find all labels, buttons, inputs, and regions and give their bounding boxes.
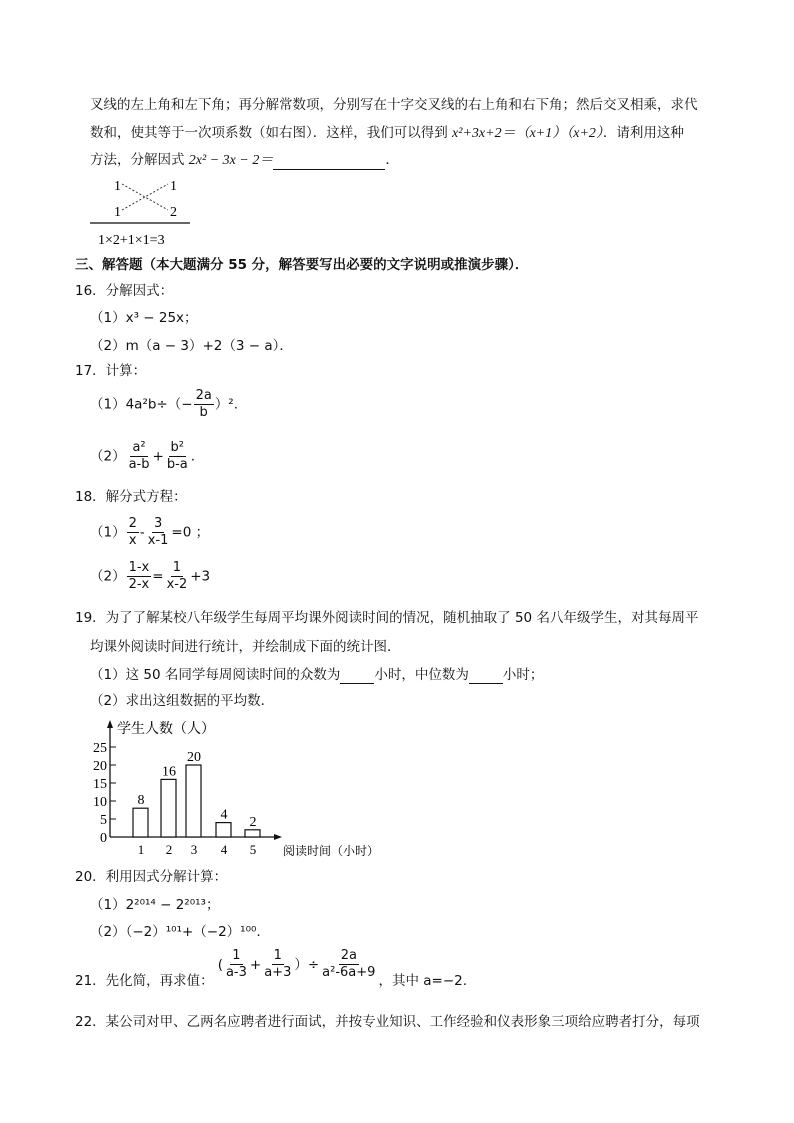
operator: + <box>249 956 262 973</box>
y-tick-label: 10 <box>93 795 107 810</box>
bar-value-label: 16 <box>162 764 176 780</box>
denominator: b-a <box>166 457 188 472</box>
text: +3 <box>190 568 211 585</box>
cross-tl: 1 <box>114 179 121 194</box>
q22-line1: 22．某公司对甲、乙两名应聘者进行面试，并按专业知识、工作经验和仪表形象三项给应聘者打分，每项 <box>75 1014 700 1030</box>
fraction <box>224 948 249 981</box>
mode-blank[interactable] <box>340 669 374 684</box>
fraction <box>194 388 214 421</box>
text: 数和，使其等于一次项系数（如右图）．这样，我们可以得到 <box>90 125 453 141</box>
q19-line1: 19．为了了解某校八年级学生每周平均课外阅读时间的情况，随机抽取了 50 名八年级学生，对其每周平 <box>75 610 699 626</box>
bar <box>161 779 176 837</box>
text: ）². <box>214 396 239 413</box>
text: （1） <box>90 524 126 541</box>
operator: = <box>152 568 164 585</box>
denominator: b <box>199 405 208 420</box>
expression <box>218 948 379 981</box>
y-tick-label: 20 <box>93 759 107 774</box>
numerator: b² <box>170 440 185 455</box>
numerator: 2a <box>340 948 357 963</box>
bar <box>133 808 148 837</box>
text: 小时，中位数为 <box>374 667 469 683</box>
fraction <box>320 948 377 981</box>
intro-line1: 叉线的左上角和左下角；再分解常数项，分别写在十字交叉线的右上角和右下角；然后交叉相乘，求代 <box>90 97 698 113</box>
formula: x²+3x+2＝（x+1）（x+2） <box>452 126 603 141</box>
text: 小时； <box>502 667 544 683</box>
q18-part1 <box>90 516 209 549</box>
operator: + <box>152 448 164 465</box>
intro-line2 <box>90 124 684 143</box>
numerator: a² <box>132 440 146 455</box>
numerator: 3 <box>153 516 163 531</box>
numerator: 2 <box>128 516 137 531</box>
q20-part2: （2）（−2）¹⁰¹+（−2）¹⁰⁰. <box>90 924 261 940</box>
text: . <box>190 448 196 465</box>
q18-part2 <box>90 560 210 593</box>
text: ．请利用这种 <box>602 125 684 141</box>
bar-value-label: 4 <box>220 807 228 823</box>
bar <box>216 823 231 837</box>
denominator: a-3 <box>225 965 247 980</box>
y-axis-label: 学生人数（人） <box>117 721 215 737</box>
q17-part1 <box>90 388 238 421</box>
y-tick-label: 5 <box>100 813 107 828</box>
text: （1）4a²b÷（− <box>90 396 193 413</box>
text: ，其中 a=−2. <box>378 973 468 989</box>
fraction <box>165 560 190 593</box>
x-tick-label: 4 <box>220 842 228 857</box>
x-tick-label: 3 <box>190 842 198 857</box>
text: 21．先化简，再求值： <box>75 973 214 989</box>
q20-title: 20．利用因式分解计算： <box>75 869 228 885</box>
bar-value-label: 2 <box>249 814 257 830</box>
q17-part2 <box>90 440 195 473</box>
denominator: a²-6a+9 <box>322 965 376 980</box>
text: =0 ； <box>171 524 210 541</box>
intro-line3 <box>90 151 399 170</box>
x-axis-arrow <box>274 834 282 840</box>
bar-value-label: 20 <box>187 750 201 765</box>
q17-title: 17．计算： <box>75 363 147 379</box>
denominator: x-1 <box>147 533 169 548</box>
operator: ）÷ <box>294 956 320 973</box>
text: （2） <box>90 448 126 465</box>
q21 <box>75 948 468 991</box>
cross-bl: 1 <box>114 205 121 220</box>
denominator: x-2 <box>166 577 188 592</box>
cross-tr: 1 <box>170 179 177 194</box>
bar-value-label: 8 <box>137 793 145 809</box>
y-tick-label: 0 <box>100 831 107 846</box>
x-tick-label: 5 <box>249 842 257 857</box>
section-heading: 三、解答题（本大题满分 55 分，解答要写出必要的文字说明或推演步骤）． <box>75 257 529 273</box>
formula: 2x² − 3x − 2＝ <box>188 153 274 168</box>
fraction <box>127 440 152 473</box>
q16-part2: （2）m（a − 3）+2（3 − a）． <box>90 338 293 354</box>
x-tick-label: 2 <box>165 842 173 857</box>
numerator: 1 <box>273 948 282 963</box>
denominator: x <box>128 533 137 548</box>
denominator: a+3 <box>264 965 292 980</box>
denominator: a-b <box>128 457 150 472</box>
numerator: 1 <box>232 948 241 963</box>
q19-part2: （2）求出这组数据的平均数． <box>90 693 275 709</box>
reading-time-bar-chart <box>90 716 390 864</box>
operator: - <box>139 524 145 541</box>
y-tick-label: 25 <box>93 741 107 756</box>
cross-br: 2 <box>170 205 177 220</box>
cross-multiplication-diagram <box>88 174 198 250</box>
fraction <box>262 948 293 981</box>
x-axis-label: 阅读时间（小时） <box>283 844 380 858</box>
text: （1）这 50 名同学每周阅读时间的众数为 <box>90 667 341 683</box>
q16-part1: （1）x³ − 25x； <box>90 310 198 326</box>
q16-title: 16．分解因式： <box>75 283 174 299</box>
fraction <box>127 560 152 593</box>
q19-line2: 均课外阅读时间进行统计，并绘制成下面的统计图． <box>90 639 401 655</box>
text: ． <box>385 152 399 168</box>
paren: ( <box>217 956 223 973</box>
numerator: 1 <box>172 560 182 575</box>
text: 方法，分解因式 <box>90 152 189 168</box>
fraction <box>127 516 139 549</box>
bar <box>186 765 201 837</box>
answer-blank[interactable] <box>273 155 385 170</box>
text: （2） <box>90 568 126 585</box>
bar <box>245 830 260 837</box>
fraction <box>165 440 190 473</box>
x-tick-label: 1 <box>137 842 145 857</box>
cross-result: 1×2+1×1=3 <box>98 233 165 248</box>
numerator: 2a <box>195 388 212 403</box>
fraction <box>146 516 171 549</box>
q20-part1: （1）2²⁰¹⁴ − 2²⁰¹³； <box>90 897 220 913</box>
q19-part1 <box>90 666 543 684</box>
numerator: 1-x <box>128 560 150 575</box>
denominator: 2-x <box>128 577 150 592</box>
y-axis-arrow <box>107 720 113 728</box>
q18-title: 18．解分式方程： <box>75 489 187 505</box>
y-tick-label: 15 <box>93 777 107 792</box>
median-blank[interactable] <box>469 669 503 684</box>
